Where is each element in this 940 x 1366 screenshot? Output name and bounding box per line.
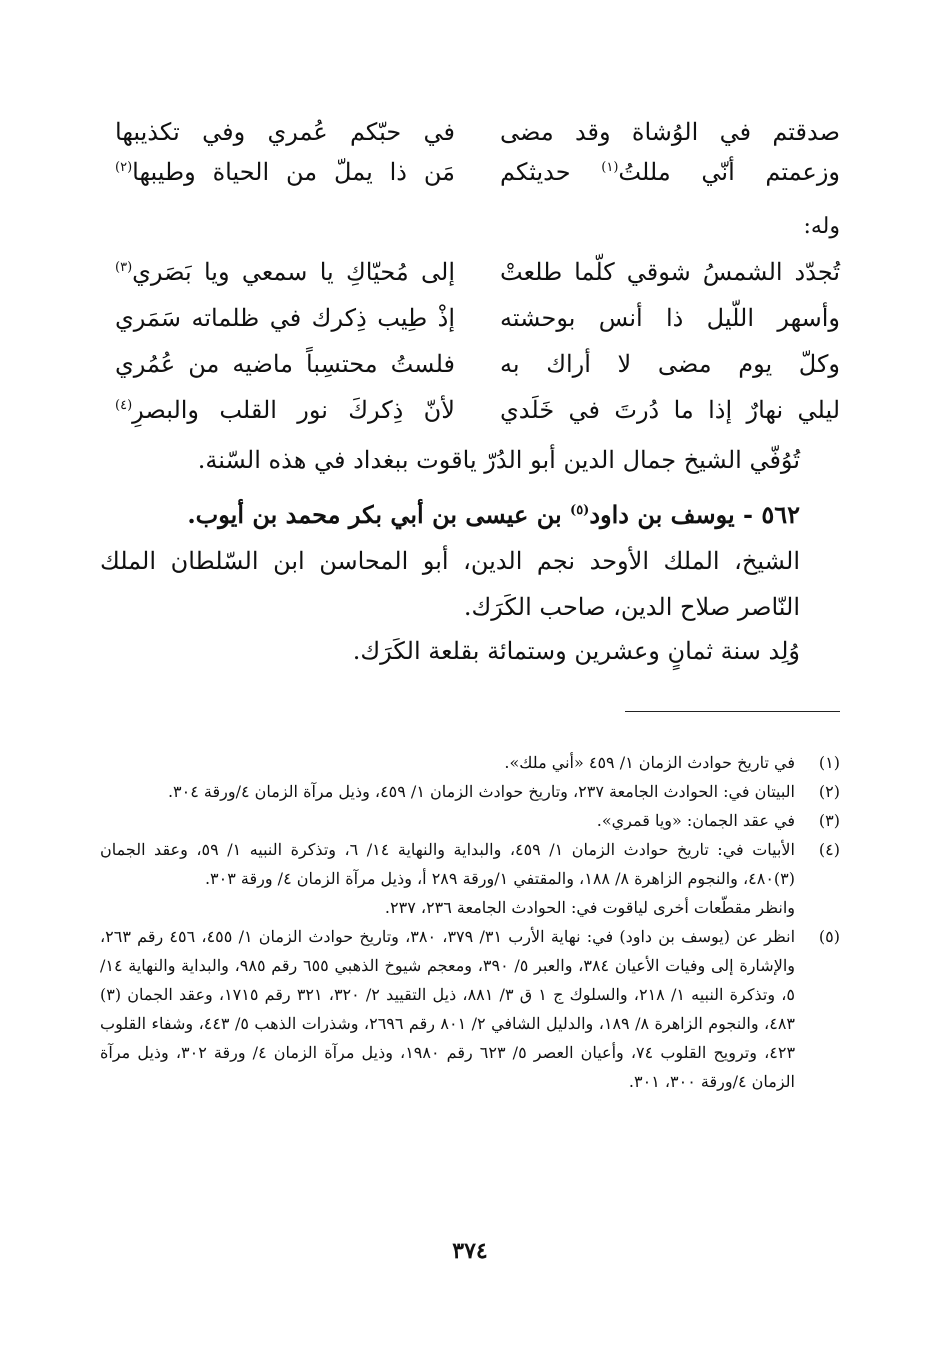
entry-heading-text: بن عيسى بن أبي بكر محمد بن أيوب. (187, 500, 571, 529)
footnote (100, 806, 840, 835)
verse (100, 390, 840, 436)
entry-body: الشيخ، الملك الأوحد نجم الدين، أبو المحاسن ابن السّلطان الملك النّاصر صلاح الدين، صاحب الكَرَك. (100, 547, 800, 621)
verse (100, 298, 840, 344)
verse-second-hemistich (115, 152, 455, 192)
hemistich-text: حديثكم (500, 158, 602, 186)
footnote-number: (١) (818, 753, 840, 772)
footnote-ref[interactable]: (٣) (115, 260, 133, 275)
verse (100, 344, 840, 390)
footnote-line: الأبيات في: تاريخ حوادث الزمان ١/ ٤٥٩، والبداية والنهاية ١٤/ ٦، وتذكرة النبيه ١/ ٥٩، وعقد الجمان (٣)٤٨٠، والنجوم الزاهرة ٨/ ١٨٨، والمقتفي ١/ورقة ٢٨٩ أ، وذيل مرآة الزمان ٤/ ورقة ٣٠٣. (100, 840, 795, 888)
verse-second-hemistich: في حبّكم عُمري وفي تكذيبها (115, 118, 455, 146)
biography-entry (100, 492, 840, 630)
poem-block-2 (100, 252, 840, 436)
hemistich-text: إلى مُحيّاكِ يا سمعي ويا بَصَري (132, 258, 455, 286)
footnote-text: البيتان في: الحوادث الجامعة ٢٣٧، وتاريخ حوادث الزمان ١/ ٤٥٩، وذيل مرآة الزمان ٤/ورقة ٣٠٤. (167, 782, 795, 801)
footnote-separator (625, 711, 840, 712)
footnote-text (100, 835, 795, 922)
verse-first-hemistich: صدقتم في الوُشاة وقد مضى (500, 118, 840, 146)
verse-first-hemistich (500, 152, 840, 192)
footnote (100, 777, 840, 806)
footnotes (100, 748, 840, 1096)
verse-second-hemistich (115, 252, 455, 292)
death-line: تُوُفّي الشيخ جمال الدين أبو الدُرّ ياقوت ببغداد في هذه السّنة. (197, 446, 800, 474)
footnote-number: (٤) (818, 840, 840, 859)
hemistich-text: وزعمتم أنّي مللتُ (618, 158, 841, 186)
footnote-text: في عقد الجمان: «ويا قمري». (596, 811, 795, 830)
verse (100, 252, 840, 298)
footnote-text: في تاريخ حوادث الزمان ١/ ٤٥٩ «أني ملك». (504, 753, 795, 772)
footnote-line: وانظر مقطّعات أخرى لياقوت في: الحوادث الجامعة ٢٣٦، ٢٣٧. (384, 898, 795, 917)
verse-second-hemistich: فلستُ محتسِباً ماضيه من عُمُري (115, 350, 455, 378)
poem-block-1 (100, 112, 840, 192)
footnote-number: (٢) (818, 782, 840, 801)
footnote (100, 835, 840, 922)
footnote-text: انظر عن (يوسف بن داود) في: نهاية الأرب ٣١/ ٣٧٩، ٣٨٠، وتاريخ حوادث الزمان ١/ ٤٥٥، ٤٥٦ رقم ٢٦٣، والإشارة إلى وفيات الأعيان ٣٨٤، والعبر ٥/ ٣٩٠، ومعجم شيوخ الذهبي ٦٥٥ رقم ٩٨٥، والبداية والنهاية ١٤/ ٥، وتذكرة النبيه ١/ ٢١٨، والسلوك ج ١ ق ٣/ ٨٨١، ذيل التقييد ٢/ ٣٢٠، ٣٢١ رقم ١٧١٥، وعقد الجمان (٣) ٤٨٣، والنجوم الزاهرة ٨/ ١٨٩، والدليل الشافي ٢/ ٨٠١ رقم ٢٦٩٦، وشذرات الذهب ٥/ ٤٤٣، وشفاء القلوب ٤٢٣، وترويح القلوب ٧٤، وأعيان العصر ٥/ ٦٢٣ رقم ١٩٨٠، وذيل مرآة الزمان ٤/ ورقة ٣٠٢، وذيل مرآة الزمان ٤/ورقة ٣٠٠، ٣٠١. (100, 927, 796, 1091)
footnote-ref[interactable]: (٤) (115, 398, 133, 413)
birth-line: وُلِد سنة ثمانٍ وعشرين وستمائة بقلعة الكَرَك. (352, 637, 800, 665)
footnote (100, 748, 840, 777)
verse-second-hemistich: إذْ طِيب ذِكرك في ظلماته سَمَري (115, 304, 455, 332)
verse-second-hemistich (115, 390, 455, 430)
verse-first-hemistich: ليلي نهارٌ إذا ما دُرتَ في خَلَدي (500, 396, 840, 424)
verse (100, 112, 840, 152)
footnote-number: (٥) (818, 927, 840, 946)
footnote-ref[interactable]: (٥) (570, 503, 590, 518)
verse-first-hemistich: وكلّ يوم مضى لا أراك به (500, 350, 840, 378)
page-number: ٣٧٤ (452, 1238, 488, 1264)
birth-note (100, 628, 840, 674)
footnote-ref[interactable]: (٢) (115, 160, 133, 175)
verse-first-hemistich: وأسهر اللّيل ذا أنس بوحشته (500, 304, 840, 332)
entry-heading (100, 492, 840, 538)
hemistich-text: لأنّ ذِكركَ نور القلب والبصرِ (132, 396, 455, 424)
entry-heading-text: ٥٦٢ - يوسف بن داود (589, 500, 800, 529)
footnote-ref[interactable]: (١) (601, 160, 619, 175)
verse-first-hemistich: تُجدّد الشمسُ شوقي كلّما طلعتْ (500, 258, 840, 286)
wa-lahu-label: وله: (803, 214, 840, 239)
footnote (100, 922, 840, 1096)
verse (100, 152, 840, 192)
footnote-number: (٣) (818, 811, 840, 830)
death-notice (100, 437, 840, 483)
hemistich-text: مَن ذا يملّ من الحياة وطيبها (132, 158, 455, 186)
